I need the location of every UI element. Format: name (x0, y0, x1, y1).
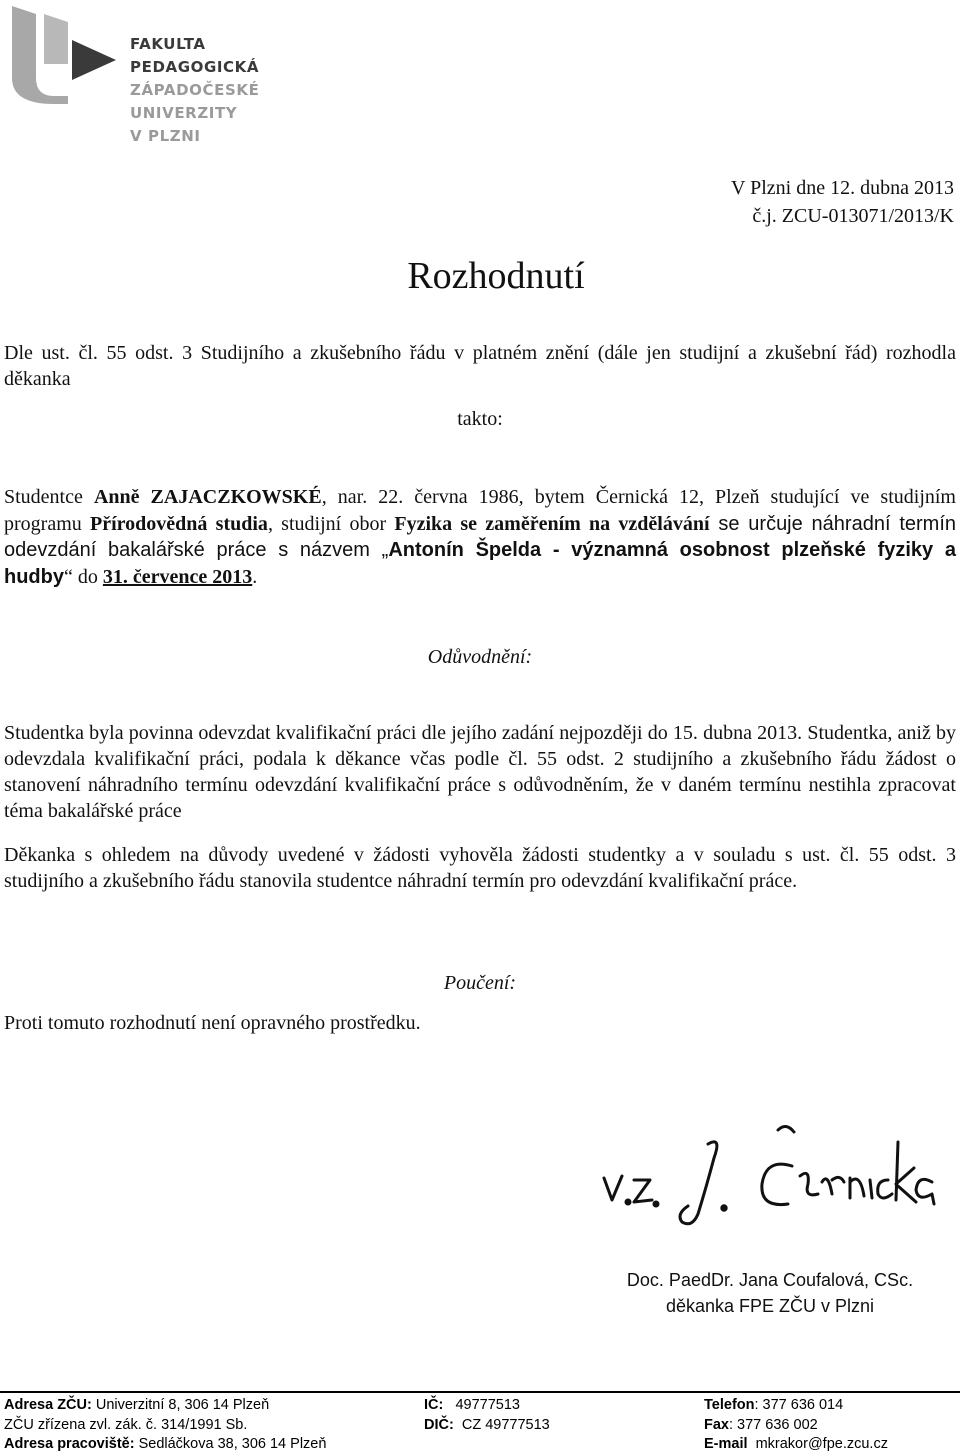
decision-paragraph: Studentce Anně ZAJACZKOWSKÉ, nar. 22. června 1986, bytem Černická 12, Plzeň studující ve studijním programu Přírodovědná studia, studijní obor Fyzika se zaměřením na vzdělávání se určuje náhradní termín odevzdání bakalářské práce s názvem „Antonín Špelda - významná osobnost plzeňské fyziky a hudby“ do 31. července 2013. (4, 486, 956, 588)
signer-name: Doc. PaedDr. Jana Coufalová, CSc. (626, 1270, 914, 1290)
study-field: Fyzika se zaměřením na vzdělávání (394, 512, 710, 535)
footer-row: ZČU zřízena zvl. zák. č. 314/1991 Sb. DIČ: CZ 49777513 Fax: 377 636 002 (4, 1416, 818, 1433)
reasoning-heading: Odůvodnění: (427, 646, 533, 668)
reference-number: č.j. ZCU-013071/2013/K (752, 205, 954, 227)
intro-paragraph: Dle ust. čl. 55 odst. 3 Studijního a zkušebního řádu v platném znění (dále jen studijní a zkušební řád) rozhodla děkanka (4, 342, 956, 390)
signer-role: děkanka FPE ZČU v Plzni (665, 1296, 875, 1316)
footer-divider (0, 1391, 960, 1393)
instruction-heading: Poučení: (443, 972, 517, 994)
document-meta (731, 174, 954, 230)
faculty-logo (8, 4, 328, 145)
reasoning-paragraph-1: Studentka byla povinna odevzdat kvalifikační práci dle jejího zadání nejpozději do 15. dubna 2013. Studentka, aniž by odevzdala kvalifikační práci, podala k děkance včas podle čl. 55 odst. 2 studijního a zkušebního řádu žádost o stanovení náhradního termínu odevzdání kvalifikační práce s odůvodněním, že v daném termínu nestihla zpracovat téma bakalářské práce (4, 722, 956, 822)
study-program: Přírodovědná studia (90, 512, 268, 535)
logo-line-pilsen: V PLZNI (130, 127, 201, 145)
logo-line-west-bohemian: ZÁPADOČESKÉ (130, 81, 260, 99)
student-name: Anně ZAJACZKOWSKÉ (93, 486, 322, 508)
document-title: Rozhodnutí (407, 255, 585, 297)
instruction-text: Proti tomuto rozhodnutí není opravného prostředku. (4, 1012, 421, 1034)
logo-line-university: UNIVERZITY (130, 104, 238, 122)
place-date: V Plzni dne 12. dubna 2013 (731, 177, 954, 199)
footer (4, 1396, 954, 1455)
university-logo-icon (8, 4, 118, 120)
signer-block (540, 1267, 960, 1319)
deadline-date: 31. července 2013 (102, 565, 253, 588)
email-address: mkrakor@fpe.zcu.cz (755, 1436, 888, 1452)
reasoning-paragraph-2: Děkanka s ohledem na důvody uvedené v žádosti vyhověla žádosti studentky a v souladu s ust. čl. 55 odst. 3 studijního a zkušebního řádu stanovila studentce náhradní termín pro odevzdání kvalifikační práce. (4, 844, 956, 892)
logo-line-faculty: FAKULTA PEDAGOGICKÁ (130, 35, 260, 76)
logo-text (130, 33, 328, 148)
handwritten-signature (596, 1118, 936, 1238)
takto-line: takto: (457, 408, 503, 430)
footer-row: Adresa ZČU: Univerzitní 8, 306 14 Plzeň IČ: 49777513 Telefon: 377 636 014 (4, 1397, 844, 1413)
thesis-title: Antonín Špelda - významná osobnost plzeňské fyziky a hudby (4, 539, 956, 588)
footer-row: Adresa pracoviště: Sedláčkova 38, 306 14 Plzeň E-mail mkrakor@fpe.zcu.cz (4, 1436, 888, 1452)
